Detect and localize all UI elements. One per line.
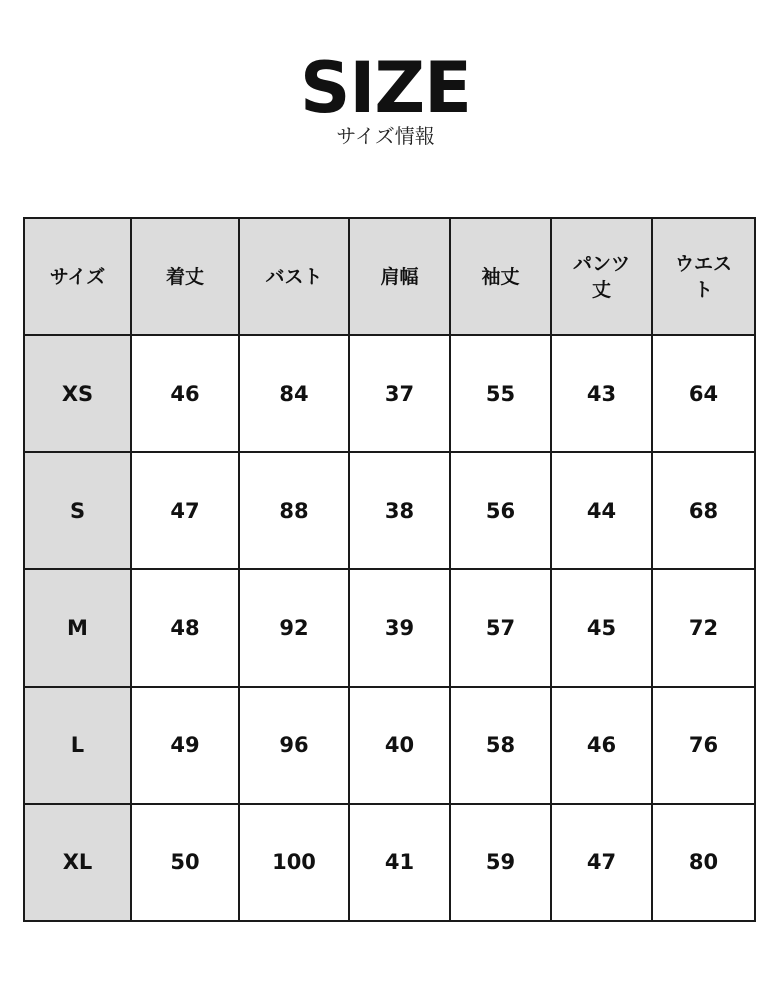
- table-cell: 47: [551, 804, 652, 921]
- table-cell: 56: [450, 452, 551, 569]
- table-cell: 39: [349, 569, 450, 686]
- column-header-bust: バスト: [239, 218, 349, 335]
- table-row: [24, 804, 755, 921]
- table-cell: 46: [131, 335, 239, 452]
- table-cell: 46: [551, 687, 652, 804]
- table-header-row: [24, 218, 755, 335]
- table-cell: 44: [551, 452, 652, 569]
- table-cell: 41: [349, 804, 450, 921]
- column-header-size: サイズ: [24, 218, 131, 335]
- table-cell: 40: [349, 687, 450, 804]
- table-cell: 55: [450, 335, 551, 452]
- table-row: [24, 452, 755, 569]
- table-cell: 38: [349, 452, 450, 569]
- table-cell: 49: [131, 687, 239, 804]
- row-size-label: M: [24, 569, 131, 686]
- table-cell: 57: [450, 569, 551, 686]
- table-cell: 47: [131, 452, 239, 569]
- table-cell: 43: [551, 335, 652, 452]
- table-cell: 84: [239, 335, 349, 452]
- table-cell: 45: [551, 569, 652, 686]
- row-size-label: S: [24, 452, 131, 569]
- size-chart-table: [23, 217, 756, 922]
- table-cell: 80: [652, 804, 755, 921]
- table-cell: 72: [652, 569, 755, 686]
- table-cell: 100: [239, 804, 349, 921]
- table-cell: 50: [131, 804, 239, 921]
- page-title: SIZE: [299, 47, 472, 129]
- table-cell: 64: [652, 335, 755, 452]
- table-cell: 48: [131, 569, 239, 686]
- table-cell: 88: [239, 452, 349, 569]
- row-size-label: L: [24, 687, 131, 804]
- column-header-shoulder: 肩幅: [349, 218, 450, 335]
- column-header-length: 着丈: [131, 218, 239, 335]
- table-row: [24, 569, 755, 686]
- column-header-pants-length: パンツ丈: [551, 218, 652, 335]
- table-cell: 76: [652, 687, 755, 804]
- table-cell: 59: [450, 804, 551, 921]
- column-header-waist: ウエスト: [652, 218, 755, 335]
- row-size-label: XL: [24, 804, 131, 921]
- table-row: [24, 687, 755, 804]
- column-header-sleeve: 袖丈: [450, 218, 551, 335]
- row-size-label: XS: [24, 335, 131, 452]
- table-row: [24, 335, 755, 452]
- table-cell: 58: [450, 687, 551, 804]
- table-cell: 68: [652, 452, 755, 569]
- page-subtitle: サイズ情報: [336, 124, 435, 148]
- table-cell: 96: [239, 687, 349, 804]
- table-cell: 92: [239, 569, 349, 686]
- table-cell: 37: [349, 335, 450, 452]
